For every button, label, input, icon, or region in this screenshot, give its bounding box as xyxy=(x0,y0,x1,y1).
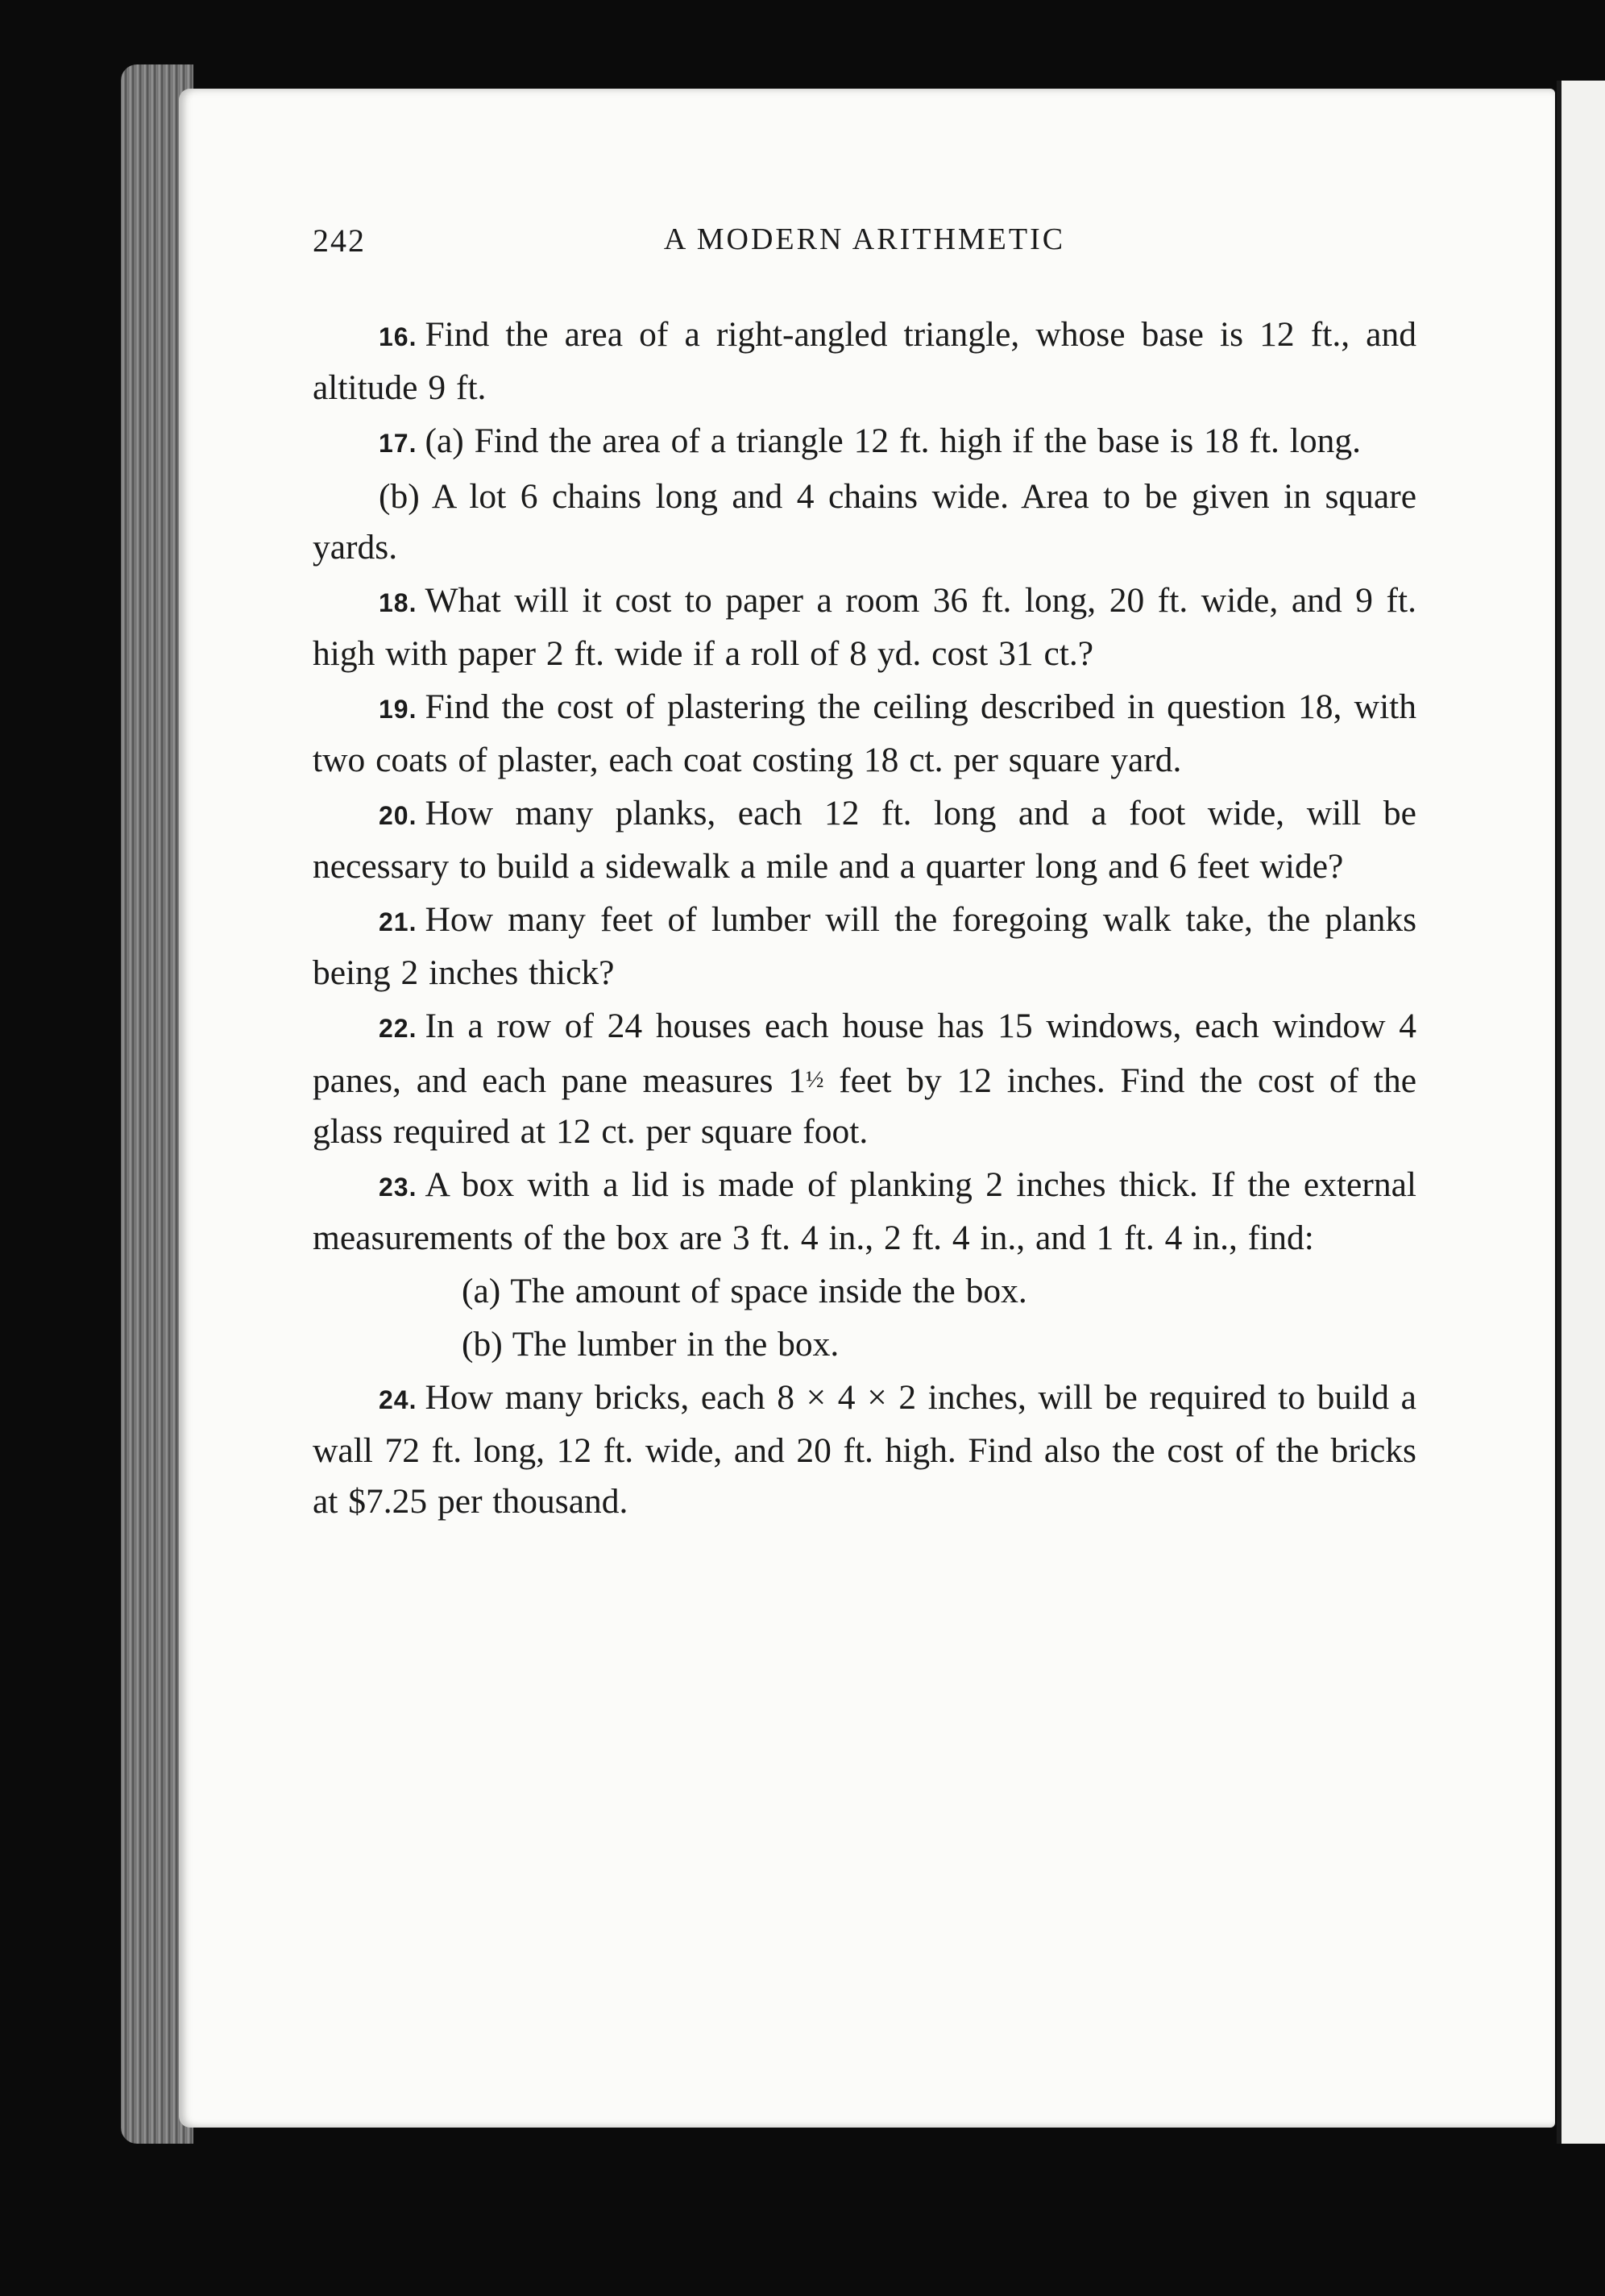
problem-21 xyxy=(313,895,1416,999)
problem-number: 18. xyxy=(379,588,417,617)
problem-17-part-b xyxy=(313,471,1416,573)
problem-number: 24. xyxy=(379,1385,417,1414)
problem-list xyxy=(313,309,1416,1530)
problem-23 xyxy=(313,1160,1416,1264)
problem-text: Find the cost of plastering the ceiling described in question 18, with two coats of plaster, each coat costing 18 ct. per square yard. xyxy=(313,687,1416,779)
problem-number: 20. xyxy=(379,801,417,830)
problem-text: How many bricks, each 8 × 4 × 2 inches, will be required to build a wall 72 ft. long, 12 ft. wide, and 20 ft. high. Find also the cost of the bricks at $7.25 per thousand. xyxy=(313,1378,1416,1521)
problem-text: (a) Find the area of a triangle 12 ft. high if the base is 18 ft. long. xyxy=(425,421,1361,460)
running-header xyxy=(313,222,1416,270)
problem-number: 23. xyxy=(379,1173,417,1202)
problem-number: 21. xyxy=(379,907,417,936)
problem-20 xyxy=(313,788,1416,892)
problem-text: (b) The lumber in the box. xyxy=(462,1325,840,1364)
problem-text: What will it cost to paper a room 36 ft. long, 20 ft. wide, and 9 ft. high with paper 2 ft. wide if a roll of 8 yd. cost 31 ct.? xyxy=(313,581,1416,673)
page-number: 242 xyxy=(313,222,366,259)
problem-16 xyxy=(313,309,1416,413)
problem-text: How many feet of lumber will the foregoing walk take, the planks being 2 inches thick? xyxy=(313,900,1416,992)
problem-23-part-a xyxy=(313,1266,1416,1317)
problem-text: (a) The amount of space inside the box. xyxy=(462,1272,1027,1310)
problem-text: How many planks, each 12 ft. long and a foot wide, will be necessary to build a sidewalk a mile and a quarter long and 6 feet wide? xyxy=(313,794,1416,886)
fraction: ½ xyxy=(805,1066,824,1093)
problem-22 xyxy=(313,1001,1416,1157)
problem-number: 17. xyxy=(379,429,417,458)
facing-page-edge xyxy=(1557,81,1605,2144)
problem-18 xyxy=(313,575,1416,679)
problem-19 xyxy=(313,682,1416,786)
problem-text: A box with a lid is made of planking 2 inches thick. If the external measurements of the box are 3 ft. 4 in., 2 ft. 4 in., and 1 ft. 4 in., find: xyxy=(313,1165,1416,1257)
problem-text: Find the area of a right-angled triangle, whose base is 12 ft., and altitude 9 ft. xyxy=(313,315,1416,407)
problem-text: (b) A lot 6 chains long and 4 chains wide. Area to be given in square yards. xyxy=(313,477,1416,567)
problem-17 xyxy=(313,416,1416,469)
problem-number: 16. xyxy=(379,322,417,351)
problem-text: feet by 12 inches. Find the cost of the glass required at 12 ct. per square foot. xyxy=(313,1061,1416,1151)
running-title: A MODERN ARITHMETIC xyxy=(663,222,1066,256)
problem-23-part-b xyxy=(313,1319,1416,1370)
problem-number: 19. xyxy=(379,695,417,724)
problem-text: In a row of 24 houses each house has 15 windows, each window 4 panes, and each pane measures 1 xyxy=(313,1007,1416,1100)
problem-number: 22. xyxy=(379,1014,417,1043)
problem-24 xyxy=(313,1372,1416,1527)
